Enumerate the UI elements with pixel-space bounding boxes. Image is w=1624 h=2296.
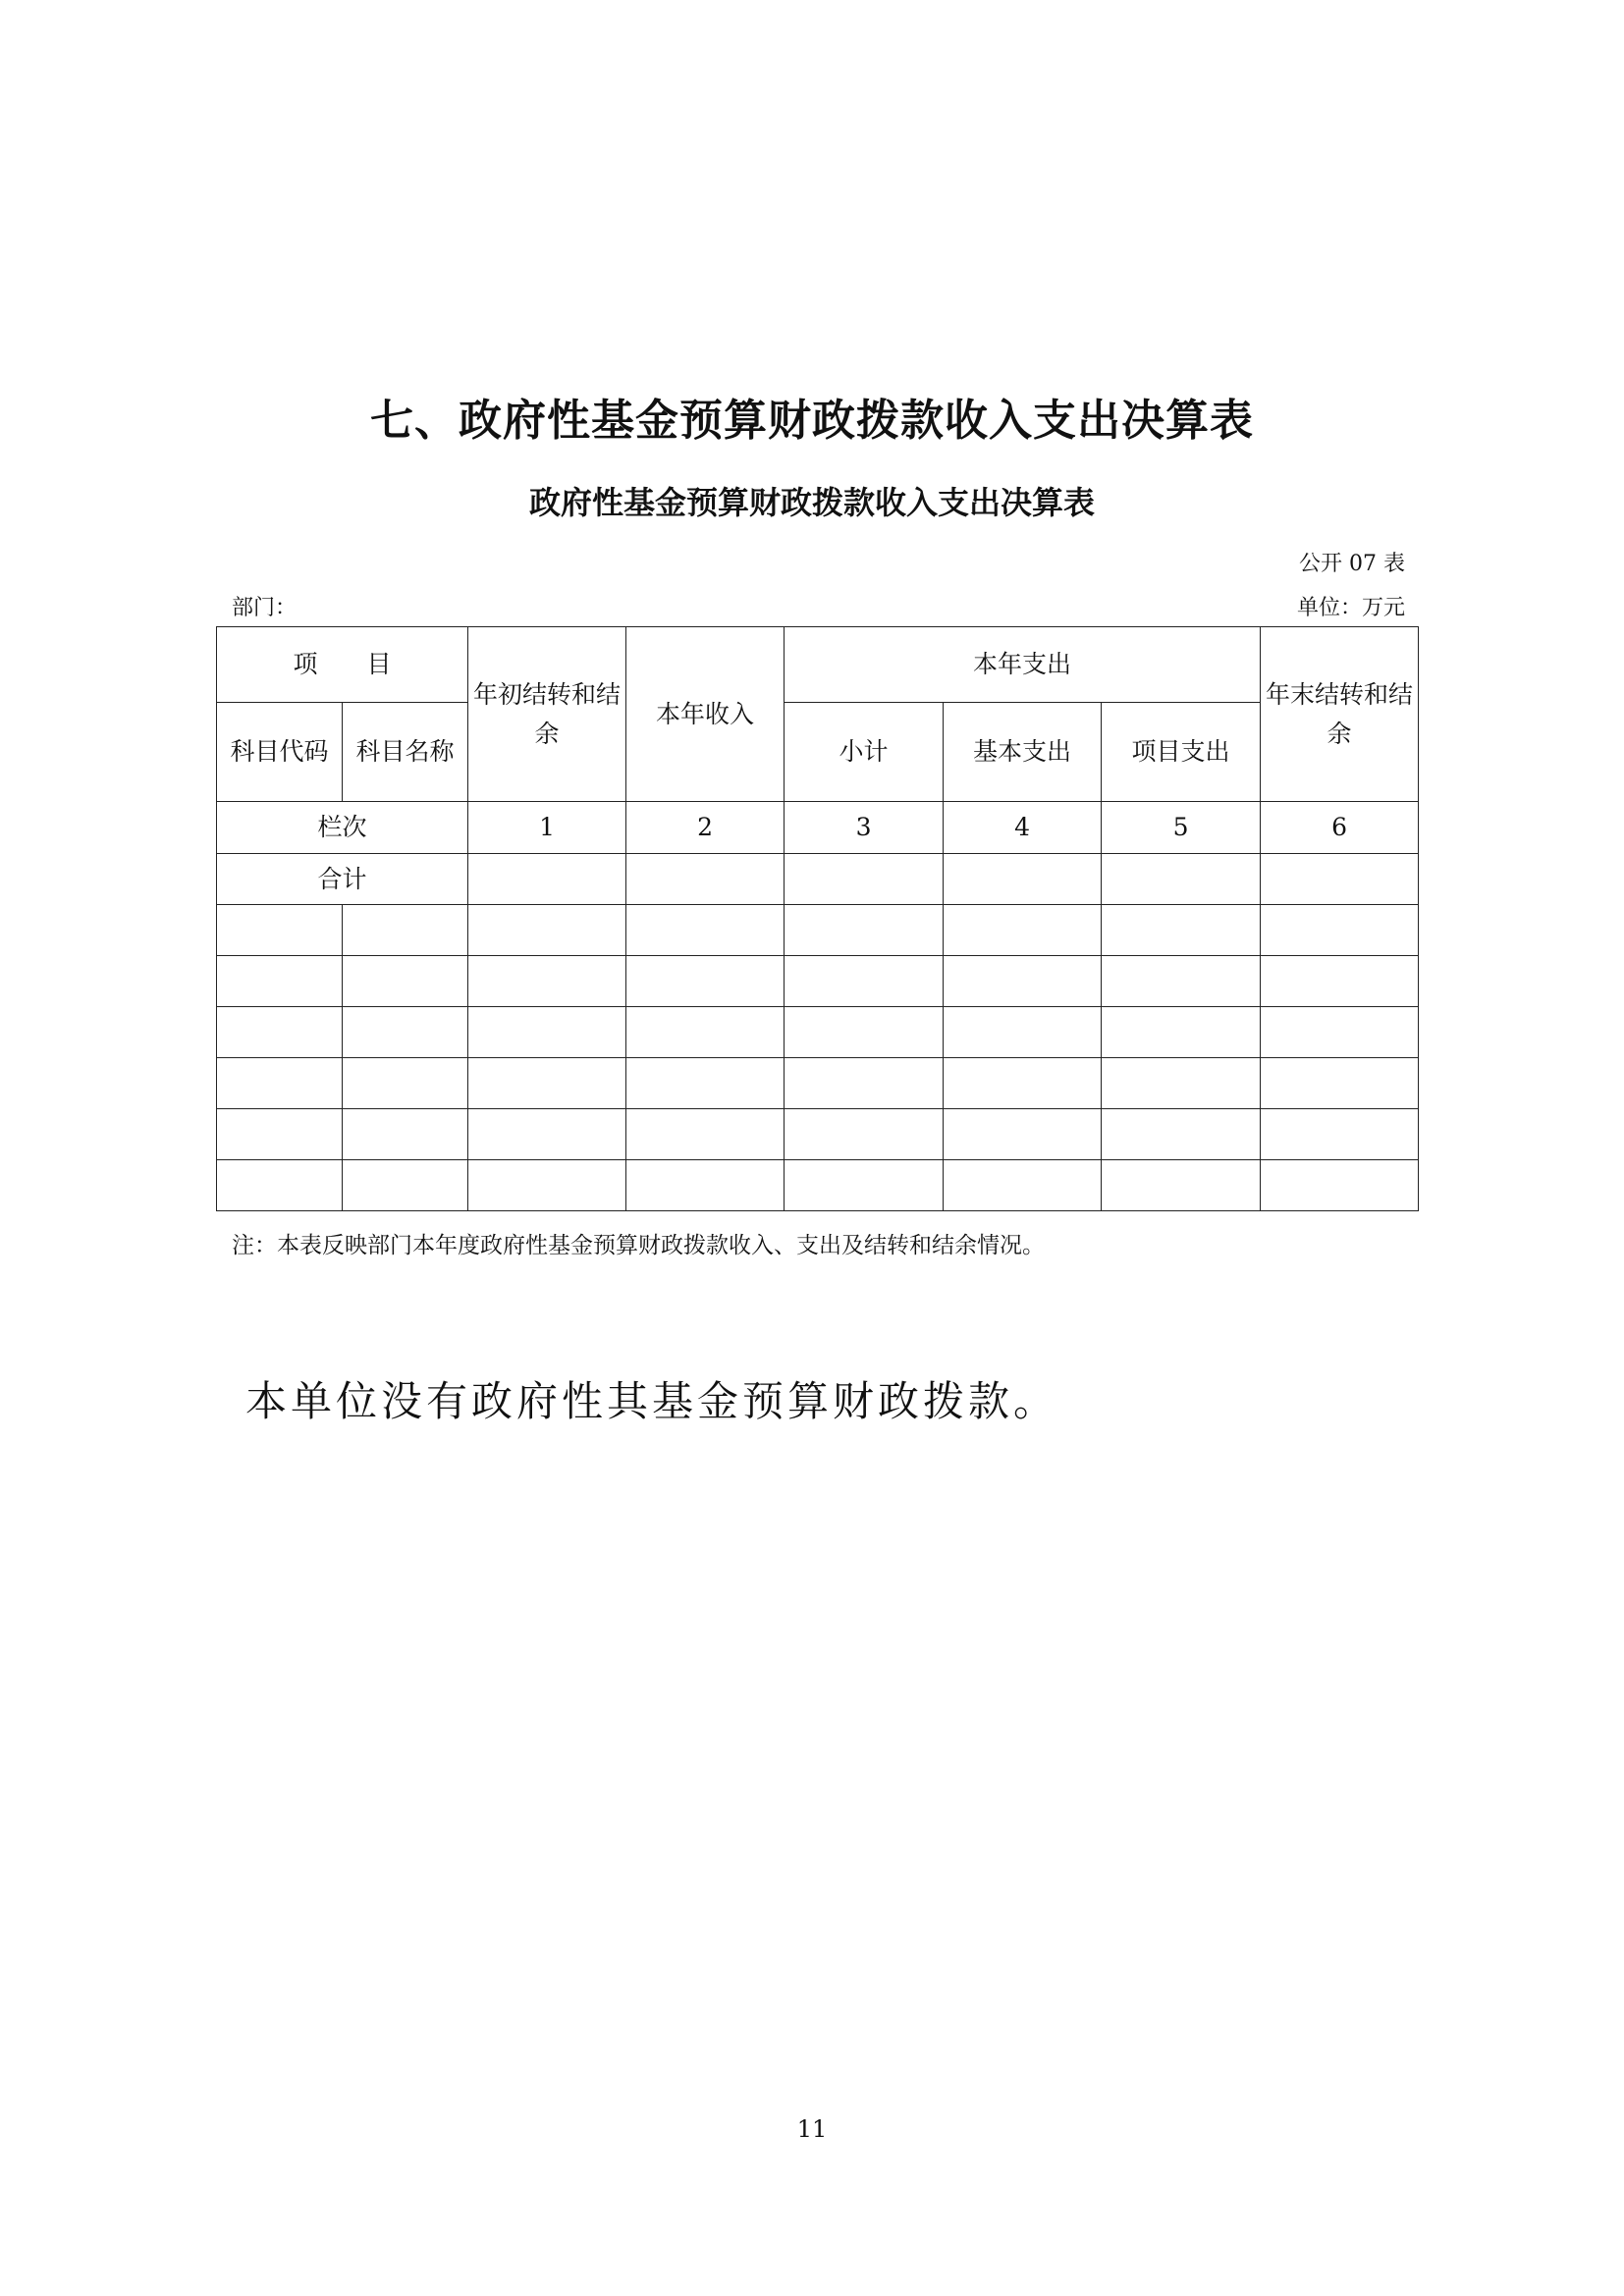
table-cell [785,854,944,905]
table-cell [468,905,626,956]
table-cell [1261,1160,1419,1211]
header-expenditure: 本年支出 [785,627,1261,703]
table-cell [626,1007,785,1058]
table-row [217,1007,1419,1058]
no-fund-statement: 本单位没有政府性其基金预算财政拨款。 [245,1377,1059,1425]
index-cell: 5 [1102,802,1261,854]
index-cell: 1 [468,802,626,854]
index-cell: 2 [626,802,785,854]
table-row [217,905,1419,956]
table-cell [626,1160,785,1211]
table-cell [1102,1058,1261,1109]
table-cell [1102,854,1261,905]
table-cell [1102,1160,1261,1211]
table-code: 公开 07 表 [1299,552,1405,576]
index-cell: 3 [785,802,944,854]
table-cell [1102,956,1261,1007]
section-heading: 七、政府性基金预算财政拨款收入支出决算表 [370,396,1254,446]
table-cell [626,956,785,1007]
table-cell [785,1007,944,1058]
header-basic-expenditure: 基本支出 [944,703,1102,802]
table-cell [217,1109,343,1160]
table-cell [944,854,1102,905]
table-cell [1261,1007,1419,1058]
table-cell [1261,854,1419,905]
table-cell [626,905,785,956]
table-cell [626,1109,785,1160]
table-cell [217,1058,343,1109]
header-row-2 [217,703,1419,802]
index-cell: 6 [1261,802,1419,854]
table-cell [1102,905,1261,956]
table-cell [944,1058,1102,1109]
table-row [217,1160,1419,1211]
table-cell [468,1058,626,1109]
table-cell [1261,1109,1419,1160]
fund-table [216,626,1419,1211]
table-cell [944,905,1102,956]
table-cell [785,1109,944,1160]
total-row-label: 合计 [217,854,468,905]
table-cell [468,1160,626,1211]
table-cell [468,956,626,1007]
header-row-1 [217,627,1419,703]
table-cell [944,1007,1102,1058]
header-item: 项 目 [217,627,468,703]
table-cell [944,1160,1102,1211]
table-title: 政府性基金预算财政拨款收入支出决算表 [528,484,1095,521]
total-row [217,854,1419,905]
table-cell [1102,1109,1261,1160]
table-cell [1261,1058,1419,1109]
header-project-expenditure: 项目支出 [1102,703,1261,802]
unit-label: 单位：万元 [1296,596,1405,620]
table-cell [1102,1007,1261,1058]
header-subject-code: 科目代码 [217,703,343,802]
table-cell [1261,956,1419,1007]
header-subject-name: 科目名称 [343,703,468,802]
table-cell [343,1058,468,1109]
table-cell [785,1160,944,1211]
header-opening-balance: 年初结转和结余 [468,627,626,802]
table-cell [217,1007,343,1058]
department-label: 部门： [232,596,298,620]
table-cell [468,1007,626,1058]
table-note: 注：本表反映部门本年度政府性基金预算财政拨款收入、支出及结转和结余情况。 [232,1233,1045,1258]
table-cell [785,956,944,1007]
header-subtotal: 小计 [785,703,944,802]
table-cell [343,1160,468,1211]
table-cell [944,956,1102,1007]
table-cell [626,1058,785,1109]
table-cell [626,854,785,905]
table-cell [1261,905,1419,956]
table-row [217,1109,1419,1160]
table-cell [217,1160,343,1211]
table-cell [343,905,468,956]
header-closing-balance: 年末结转和结余 [1261,627,1419,802]
table-cell [217,956,343,1007]
index-row [217,802,1419,854]
index-cell: 4 [944,802,1102,854]
table-cell [785,905,944,956]
table-cell [468,1109,626,1160]
table-row [217,956,1419,1007]
table-cell [468,854,626,905]
table-cell [343,956,468,1007]
table-cell [217,905,343,956]
page-number: 11 [796,2115,828,2143]
table-row [217,1058,1419,1109]
table-cell [343,1109,468,1160]
index-row-label: 栏次 [217,802,468,854]
header-income: 本年收入 [626,627,785,802]
table-cell [785,1058,944,1109]
table-cell [944,1109,1102,1160]
table-cell [343,1007,468,1058]
